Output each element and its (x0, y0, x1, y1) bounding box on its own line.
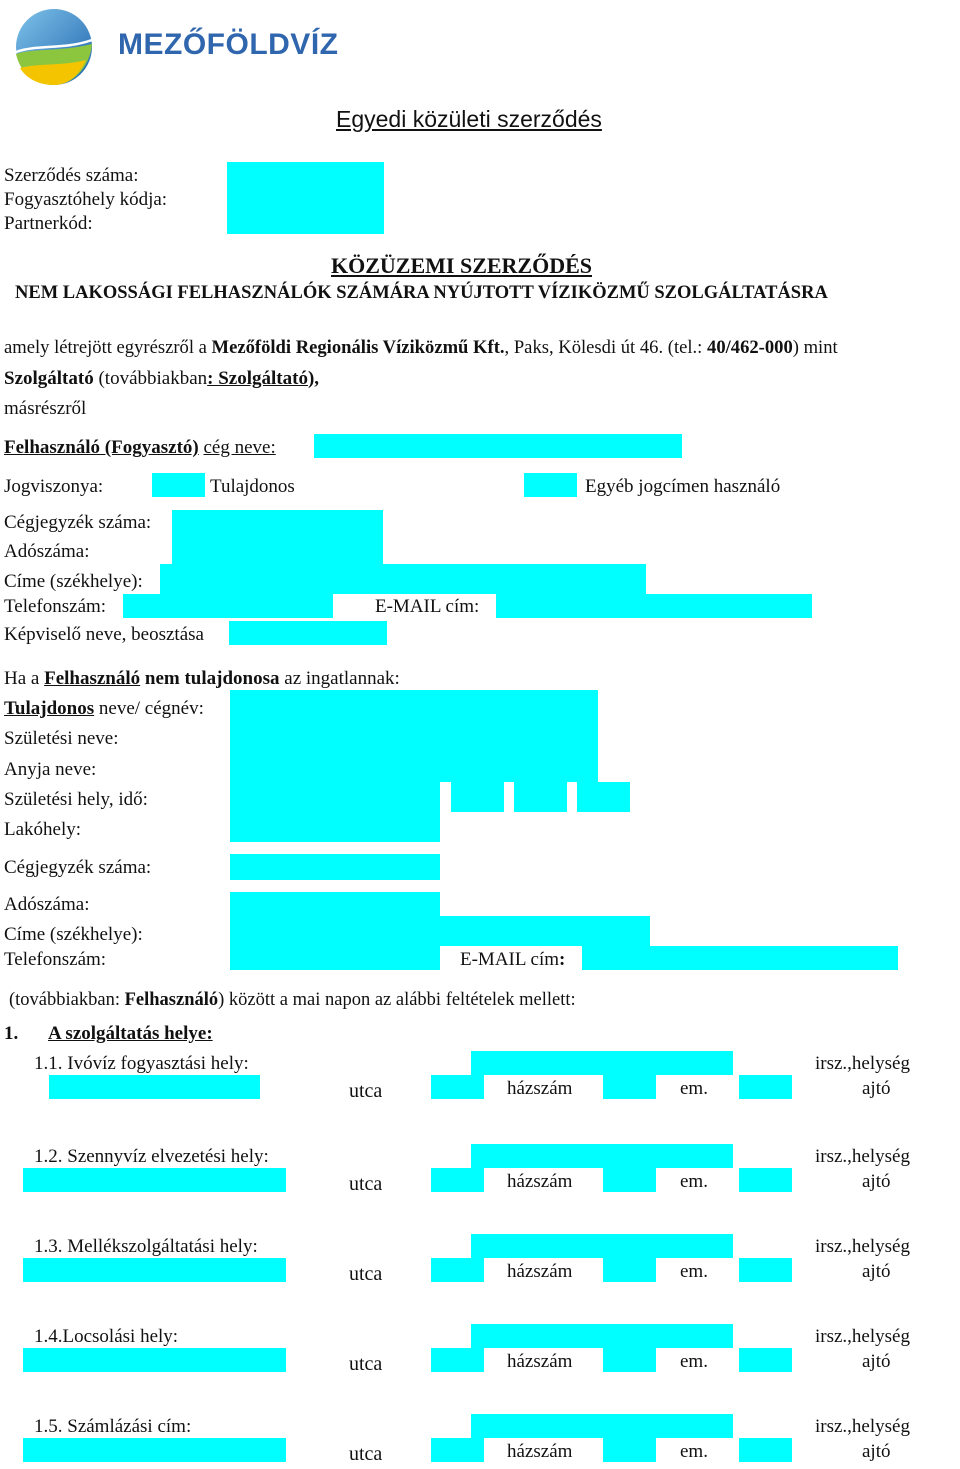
floor-field[interactable] (603, 1168, 656, 1192)
owner-option-label: Tulajdonos (210, 476, 295, 497)
owner-email-field[interactable] (582, 946, 898, 970)
door-field[interactable] (739, 1258, 792, 1282)
street-label: utca (349, 1353, 383, 1375)
street-label: utca (349, 1443, 383, 1465)
between-text: (továbbiakban: (9, 990, 120, 1010)
floor-field[interactable] (603, 1258, 656, 1282)
service-place-label: 1.1. Ivóvíz fogyasztási hely: (34, 1053, 249, 1074)
owner-intro-text: az ingatlannak: (284, 668, 400, 689)
door-field[interactable] (739, 1438, 792, 1462)
birth-mother-field[interactable] (230, 720, 598, 782)
mother-name-label: Anyja neve: (4, 759, 97, 780)
floor-label: em. (680, 1441, 708, 1462)
company-reg-label: Cégjegyzék száma: (4, 512, 152, 533)
other-option-label: Egyéb jogcímen használó (585, 476, 781, 497)
logo-text: MEZŐFÖLDVÍZ (118, 28, 339, 61)
phone-label: Telefonszám: (4, 596, 107, 617)
floor-label: em. (680, 1171, 708, 1192)
house-number-field[interactable] (431, 1258, 484, 1282)
intro-text: ), (307, 368, 320, 389)
postal-code-city-field[interactable] (471, 1144, 733, 1168)
house-number-field[interactable] (431, 1348, 484, 1372)
document-title: Egyedi közületi szerződés (336, 106, 602, 132)
residence-label: Lakóhely: (4, 819, 82, 840)
user-name-label (4, 438, 276, 457)
company-phone: 40/462-000 (707, 337, 793, 358)
contract-number-label: Szerződés száma: (4, 165, 139, 186)
section-1-number: 1. (4, 1023, 19, 1044)
floor-field[interactable] (603, 1075, 656, 1099)
birth-name-label: Születési neve: (4, 728, 119, 749)
ids-field[interactable] (227, 162, 384, 234)
owner-intro-not-owner: nem tulajdonosa (144, 668, 280, 689)
street-label: utca (349, 1263, 383, 1285)
owner-name-field[interactable] (230, 690, 598, 720)
floor-field[interactable] (603, 1438, 656, 1462)
owner-phone-label: Telefonszám: (4, 949, 107, 970)
owner-tax-label: Adószáma: (4, 894, 90, 915)
intro-text: ) mint (792, 337, 838, 358)
owner-label: Tulajdonos (4, 698, 95, 719)
birth-place-field[interactable] (230, 782, 440, 842)
contract-subtitle: NEM LAKOSSÁGI FELHASZNÁLÓK SZÁMÁRA NYÚJTOTT VÍZIKÖZMŰ SZOLGÁLTATÁSRA (15, 283, 828, 303)
site-code-label: Fogyasztóhely kódja: (4, 189, 168, 210)
door-label: ajtó (862, 1261, 891, 1282)
other-checkbox[interactable] (524, 473, 577, 497)
house-number-label: házszám (507, 1261, 573, 1282)
owner-address-field[interactable] (230, 916, 650, 946)
intro-line1 (4, 339, 838, 358)
door-field[interactable] (739, 1168, 792, 1192)
street-label: utca (349, 1080, 383, 1102)
legal-relation-label: Jogviszonya: (4, 476, 104, 497)
house-number-label: házszám (507, 1078, 573, 1099)
postal-code-city-label: irsz.,helység (815, 1236, 910, 1257)
intro-text: (továbbiakban (98, 368, 208, 389)
service-place-label: 1.2. Szennyvíz elvezetési hely: (34, 1146, 269, 1167)
floor-field[interactable] (603, 1348, 656, 1372)
intro-text: amely létrejött egyrészről a (4, 337, 207, 358)
postal-code-city-field[interactable] (471, 1234, 733, 1258)
house-number-field[interactable] (431, 1168, 484, 1192)
between-user: Felhasználó (124, 990, 219, 1010)
intro-line2 (4, 369, 319, 388)
intro-text: , Paks, Kölesdi út 46. (tel.: (504, 337, 703, 358)
house-number-field[interactable] (431, 1438, 484, 1462)
user-label: Felhasználó (Fogyasztó) (4, 437, 199, 458)
owner-intro-text: Ha a (4, 668, 40, 689)
owner-company-reg-field[interactable] (230, 854, 440, 880)
door-label: ajtó (862, 1078, 891, 1099)
owner-name-label (4, 699, 204, 718)
logo-globe-icon (14, 8, 94, 86)
door-field[interactable] (739, 1075, 792, 1099)
company-name: Mezőföldi Regionális Víziközmű Kft. (211, 337, 505, 358)
birth-place-label: Születési hely, idő: (4, 789, 148, 810)
postal-code-city-field[interactable] (471, 1051, 733, 1075)
floor-label: em. (680, 1078, 708, 1099)
company-reg-field[interactable] (172, 510, 383, 564)
postal-code-city-label: irsz.,helység (815, 1146, 910, 1167)
service-place-label: 1.3. Mellékszolgáltatási hely: (34, 1236, 258, 1257)
floor-label: em. (680, 1261, 708, 1282)
user-label: cég neve: (203, 437, 276, 458)
user-name-field[interactable] (314, 434, 682, 458)
birth-year-field[interactable] (451, 782, 504, 812)
postal-code-city-label: irsz.,helység (815, 1416, 910, 1437)
owner-phone-field[interactable] (230, 946, 440, 970)
section-1-title: A szolgáltatás helye: (48, 1023, 213, 1044)
postal-code-city-label: irsz.,helység (815, 1326, 910, 1347)
postal-code-city-field[interactable] (471, 1414, 733, 1438)
owner-email-label-text: E-MAIL cím (460, 949, 560, 970)
street-label: utca (349, 1173, 383, 1195)
door-label: ajtó (862, 1171, 891, 1192)
street-field[interactable] (49, 1075, 260, 1099)
door-label: ajtó (862, 1351, 891, 1372)
door-label: ajtó (862, 1441, 891, 1462)
tax-number-label: Adószáma: (4, 541, 90, 562)
phone-field[interactable] (123, 594, 333, 618)
owner-checkbox[interactable] (152, 473, 205, 497)
street-field[interactable] (23, 1258, 286, 1282)
house-number-field[interactable] (431, 1075, 484, 1099)
email-field[interactable] (496, 594, 812, 618)
partner-code-label: Partnerkód: (4, 213, 93, 234)
logo (14, 8, 94, 86)
representative-field[interactable] (229, 621, 387, 645)
representative-label: Képviselő neve, beosztása (4, 624, 204, 645)
address-field[interactable] (160, 564, 646, 594)
owner-email-colon: : (559, 949, 566, 970)
provider-label: : Szolgáltató (207, 368, 308, 389)
between-text: ) között a mai napon az alábbi feltételek mellett: (218, 990, 576, 1010)
house-number-label: házszám (507, 1441, 573, 1462)
birth-day-field[interactable] (577, 782, 630, 812)
intro-line3: másrészről (4, 398, 87, 419)
birth-month-field[interactable] (514, 782, 567, 812)
owner-address-label: Címe (székhelye): (4, 924, 143, 945)
between-sentence (9, 991, 576, 1010)
owner-company-reg-label: Cégjegyzék száma: (4, 857, 152, 878)
door-field[interactable] (739, 1348, 792, 1372)
postal-code-city-label: irsz.,helység (815, 1053, 910, 1074)
contract-title: KÖZÜZEMI SZERZŐDÉS (331, 253, 593, 278)
service-place-label: 1.5. Számlázási cím: (34, 1416, 192, 1437)
owner-intro-user: Felhasználó (44, 668, 141, 689)
floor-label: em. (680, 1351, 708, 1372)
owner-tax-field[interactable] (230, 892, 440, 916)
address-label: Címe (székhelye): (4, 571, 143, 592)
house-number-label: házszám (507, 1351, 573, 1372)
postal-code-city-field[interactable] (471, 1324, 733, 1348)
owner-label: neve/ cégnév: (98, 698, 204, 719)
street-field[interactable] (23, 1438, 286, 1462)
house-number-label: házszám (507, 1171, 573, 1192)
service-place-label: 1.4.Locsolási hely: (34, 1326, 179, 1347)
owner-intro (4, 669, 400, 688)
provider-label: Szolgáltató (4, 368, 94, 389)
owner-email-label (460, 950, 565, 969)
email-label: E-MAIL cím: (375, 596, 480, 617)
street-field[interactable] (23, 1168, 286, 1192)
street-field[interactable] (23, 1348, 286, 1372)
